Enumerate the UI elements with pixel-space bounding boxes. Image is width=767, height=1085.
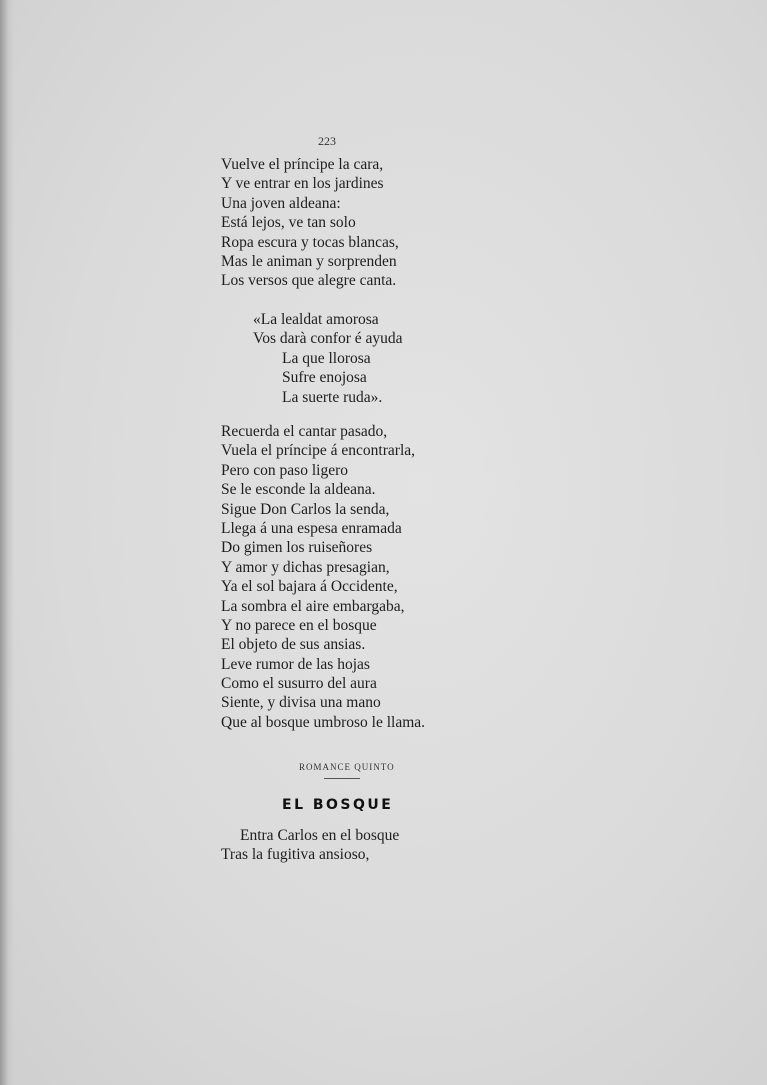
section-subheading: ROMANCE QUINTO [299,762,395,772]
verse-line: Mas le animan y sorprenden [221,252,397,270]
stanza-3 [221,826,399,865]
verse-line: Vuela el príncipe á encontrarla, [221,442,416,460]
stanza-1 [221,155,399,291]
page-number: 223 [318,134,336,148]
verse-line: El objeto de sus ansias. [221,636,366,654]
verse-line: Sigue Don Carlos la senda, [221,500,390,518]
verse-line: Ropa escura y tocas blancas, [221,233,399,251]
verse-line: Vuelve el príncipe la cara, [221,156,384,173]
verse-line: Siente, y divisa una mano [221,694,381,712]
verse-line: Como el susurro del aura [221,675,377,693]
song-line: La que llorosa [282,349,371,367]
verse-line: Leve rumor de las hojas [221,655,370,673]
section-divider [324,778,360,779]
verse-line: La sombra el aire embargaba, [221,597,405,615]
verse-line: Tras la fugitiva ansioso, [221,846,370,864]
song-stanza [221,310,403,407]
verse-line: Está lejos, ve tan solo [221,214,356,232]
verse-line: Recuerda el cantar pasado, [221,423,388,440]
verse-line: Y no parece en el bosque [221,616,377,634]
verse-line: Se le esconde la aldeana. [221,481,376,499]
stanza-2 [221,422,425,732]
song-line: Vos darà confor é ayuda [253,330,403,348]
verse-line: Los versos que alegre canta. [221,272,397,290]
verse-line: Que al bosque umbroso le llama. [221,713,426,731]
song-line: «La lealdat amorosa [253,311,379,328]
verse-line: Ya el sol bajara á Occidente, [221,578,398,596]
verse-line: Do gimen los ruiseñores [221,539,373,557]
section-title: EL BOSQUE [282,797,394,813]
verse-line: Y ve entrar en los jardines [221,175,384,193]
song-line: Sufre enojosa [282,369,367,387]
verse-line: Y amor y dichas presagian, [221,558,390,576]
verse-line: Llega á una espesa enramada [221,519,402,537]
verse-line: Entra Carlos en el bosque [240,827,400,844]
page-gutter-shadow [0,0,14,1085]
song-line: La suerte ruda». [282,388,383,406]
verse-line: Pero con paso ligero [221,461,348,479]
verse-line: Una joven aldeana: [221,194,341,212]
